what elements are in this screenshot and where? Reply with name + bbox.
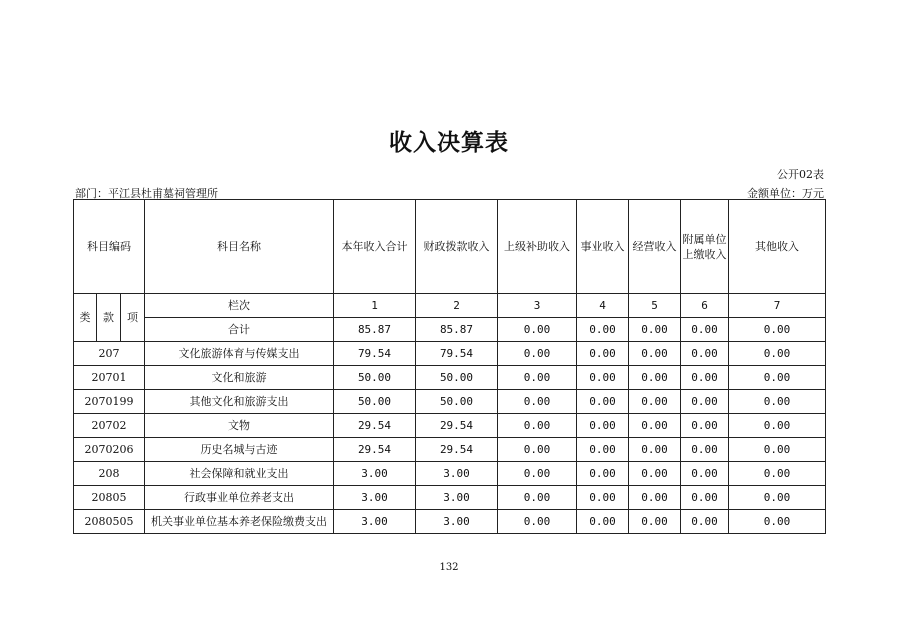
column-index-cell: 5 [629,294,681,318]
header-operating: 经营收入 [629,200,681,294]
amount-cell: 0.00 [498,366,577,390]
amount-cell: 29.54 [416,438,498,462]
amount-cell: 0.00 [681,438,729,462]
header-total: 本年收入合计 [334,200,416,294]
amount-unit-label: 金额单位：万元 [747,187,824,200]
subject-name: 社会保障和就业支出 [145,462,334,486]
amount-cell: 0.00 [577,438,629,462]
subject-name: 其他文化和旅游支出 [145,390,334,414]
amount-cell: 0.00 [729,438,826,462]
amount-cell: 0.00 [681,390,729,414]
amount-cell: 0.00 [681,366,729,390]
amount-cell: 0.00 [681,414,729,438]
header-xiang: 项 [121,294,145,342]
amount-cell: 0.00 [498,438,577,462]
form-number: 公开02表 [777,168,824,181]
table-row [74,438,826,462]
amount-cell: 0.00 [629,510,681,534]
column-index-cell: 7 [729,294,826,318]
amount-cell: 0.00 [729,486,826,510]
table-row [74,390,826,414]
total-cell: 85.87 [416,318,498,342]
amount-cell: 79.54 [334,342,416,366]
total-cell: 0.00 [681,318,729,342]
amount-cell: 0.00 [629,366,681,390]
table-row [74,366,826,390]
header-cat: 类 [74,294,97,342]
subject-name: 历史名城与古迹 [145,438,334,462]
amount-cell: 0.00 [577,390,629,414]
subject-name: 行政事业单位养老支出 [145,486,334,510]
amount-cell: 50.00 [416,390,498,414]
header-affiliated-line2: 上缴收入 [682,247,727,261]
header-affiliated [681,200,729,294]
subject-code: 20702 [74,414,145,438]
header-code: 科目编码 [74,200,145,294]
income-final-accounts-table [73,199,826,534]
table-row [74,462,826,486]
subject-name: 文化和旅游 [145,366,334,390]
header-name: 科目名称 [145,200,334,294]
page-number: 132 [439,562,459,573]
amount-cell: 0.00 [629,486,681,510]
total-cell: 0.00 [577,318,629,342]
amount-cell: 50.00 [334,390,416,414]
amount-cell: 0.00 [577,414,629,438]
amount-cell: 0.00 [729,390,826,414]
table-row [74,342,826,366]
total-row [74,318,826,342]
total-cell: 0.00 [729,318,826,342]
amount-cell: 0.00 [577,510,629,534]
page-title: 收入决算表 [389,130,509,156]
subject-name: 文物 [145,414,334,438]
amount-cell: 0.00 [498,462,577,486]
amount-cell: 3.00 [416,510,498,534]
table-row [74,486,826,510]
amount-cell: 0.00 [577,462,629,486]
amount-cell: 0.00 [729,510,826,534]
amount-cell: 0.00 [629,438,681,462]
subject-code: 2070206 [74,438,145,462]
amount-cell: 0.00 [681,462,729,486]
header-other: 其他收入 [729,200,826,294]
amount-cell: 0.00 [577,486,629,510]
amount-cell: 0.00 [629,462,681,486]
amount-cell: 29.54 [416,414,498,438]
column-index-label: 栏次 [145,294,334,318]
table-row [74,510,826,534]
total-cell: 85.87 [334,318,416,342]
subject-code: 20805 [74,486,145,510]
column-index-row [74,294,826,318]
total-label: 合计 [145,318,334,342]
amount-cell: 0.00 [729,462,826,486]
header-kuan: 款 [97,294,121,342]
column-index-cell: 1 [334,294,416,318]
amount-cell: 0.00 [629,342,681,366]
amount-cell: 0.00 [577,366,629,390]
column-index-cell: 3 [498,294,577,318]
amount-cell: 0.00 [681,486,729,510]
amount-cell: 0.00 [729,342,826,366]
column-index-cell: 4 [577,294,629,318]
amount-cell: 0.00 [681,510,729,534]
subject-code: 20701 [74,366,145,390]
amount-cell: 0.00 [498,390,577,414]
amount-cell: 50.00 [416,366,498,390]
amount-cell: 0.00 [498,342,577,366]
amount-cell: 79.54 [416,342,498,366]
amount-cell: 3.00 [334,510,416,534]
amount-cell: 0.00 [498,486,577,510]
column-index-cell: 6 [681,294,729,318]
amount-cell: 50.00 [334,366,416,390]
amount-cell: 0.00 [498,414,577,438]
total-cell: 0.00 [629,318,681,342]
subject-name: 文化旅游体育与传媒支出 [145,342,334,366]
total-cell: 0.00 [498,318,577,342]
subject-name: 机关事业单位基本养老保险缴费支出 [145,510,334,534]
amount-cell: 29.54 [334,438,416,462]
header-fiscal: 财政拨款收入 [416,200,498,294]
subject-code: 207 [74,342,145,366]
header-business: 事业收入 [577,200,629,294]
amount-cell: 0.00 [629,390,681,414]
amount-cell: 3.00 [416,462,498,486]
amount-cell: 29.54 [334,414,416,438]
amount-cell: 0.00 [629,414,681,438]
header-affiliated-line1: 附属单位 [682,232,727,246]
table-row [74,414,826,438]
amount-cell: 3.00 [334,486,416,510]
department-label: 部门：平江县杜甫墓祠管理所 [75,187,218,200]
amount-cell: 3.00 [416,486,498,510]
subject-code: 208 [74,462,145,486]
amount-cell: 0.00 [577,342,629,366]
amount-cell: 0.00 [498,510,577,534]
subject-code: 2070199 [74,390,145,414]
header-superior: 上级补助收入 [498,200,577,294]
amount-cell: 3.00 [334,462,416,486]
amount-cell: 0.00 [729,414,826,438]
column-index-cell: 2 [416,294,498,318]
amount-cell: 0.00 [681,342,729,366]
amount-cell: 0.00 [729,366,826,390]
subject-code: 2080505 [74,510,145,534]
header-row [74,200,826,294]
